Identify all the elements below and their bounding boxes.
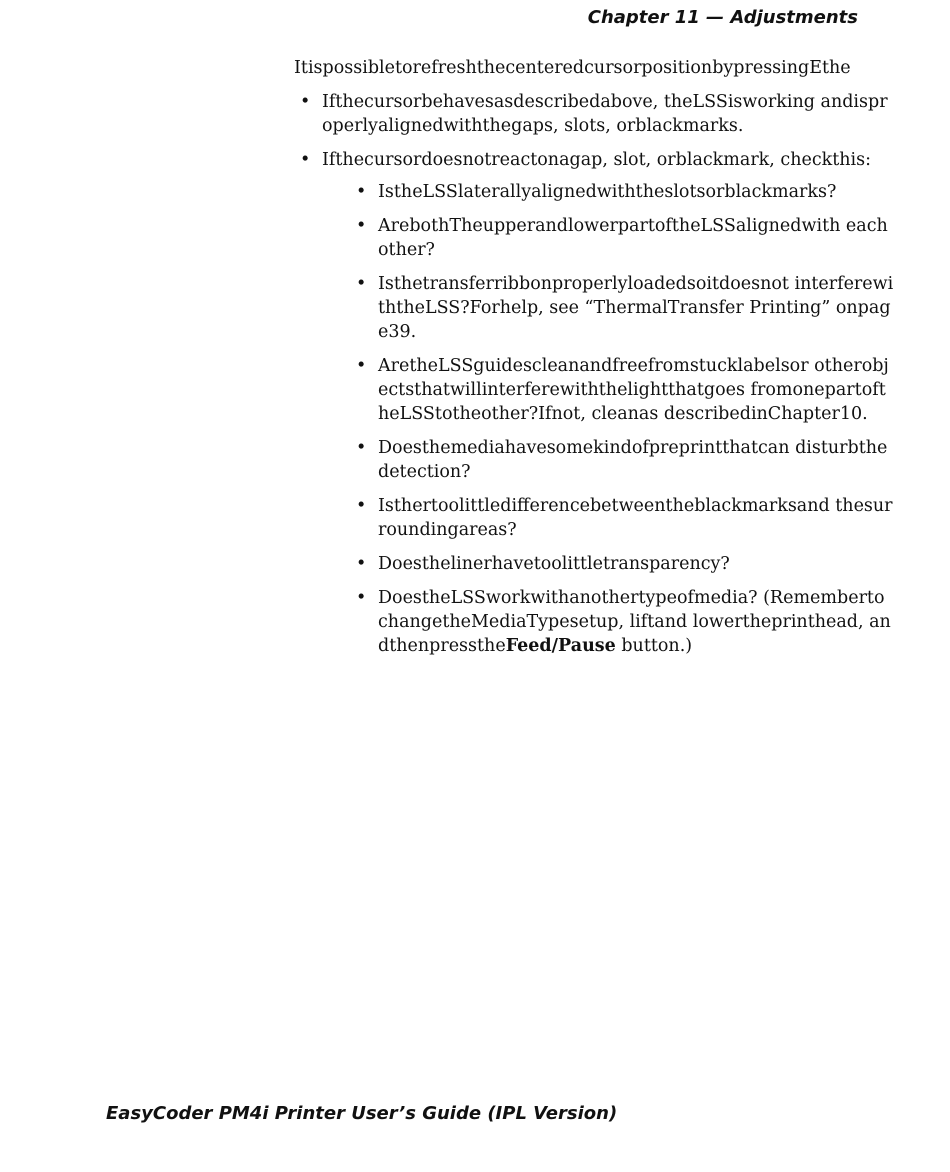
feed-pause-key-label: Feed/Pause (505, 636, 616, 656)
page-header-chapter-title: Chapter 11 — Adjustments (587, 7, 858, 28)
bullet-icon: • (356, 182, 367, 202)
bullet-icon: • (356, 496, 367, 516)
list-item-text: Ifthecursordoesnotreactonagap, slot, orblackmark, checkthis: (322, 150, 872, 170)
sub-list-item-text: ArebothTheupperandlowerpartoftheLSSalignedwith eachother? (378, 216, 888, 260)
page-footer-guide-title: EasyCoder PM4i Printer User’s Guide (IPL Version) (106, 1103, 618, 1124)
list-item-text: Ifthecursorbehavesasdescribedabove, theLSSisworking andisproperlyalignedwiththegaps, slots, orblackmarks. (322, 92, 888, 136)
bullet-icon: • (300, 92, 311, 112)
bullet-icon: • (356, 274, 367, 294)
sub-list-item (350, 436, 894, 484)
bullet-icon: • (356, 588, 367, 608)
sub-list-item (350, 272, 894, 344)
sub-list-item-text: Isthetransferribbonproperlyloadedsoitdoesnot interferewiththeLSS?Forhelp, see “ThermalTransfer Printing” onpage39. (378, 274, 894, 342)
bullet-icon: • (300, 150, 311, 170)
sub-list-item (350, 552, 894, 576)
bullet-icon: • (356, 438, 367, 458)
bullet-icon: • (356, 356, 367, 376)
bullet-icon: • (356, 554, 367, 574)
sub-list-item (350, 354, 894, 426)
sub-list-item-text-before: DoestheLSSworkwithanothertypeofmedia? (RemembertochangetheMediaTypesetup, liftand lowertheprinthead, andthenpressthe (378, 588, 891, 656)
sub-list-item-text: Isthertoolittledifferencebetweentheblackmarksand thesurroundingareas? (378, 496, 893, 540)
sub-list-item (350, 494, 894, 542)
bullet-list (294, 90, 894, 658)
sub-list-item-text: Doesthemediahavesomekindofpreprintthatcan disturbthedetection? (378, 438, 888, 482)
sub-list-item-text-after: button.) (615, 636, 693, 656)
intro-paragraph: ItispossibletorefreshthecenteredcursorpositionbypressingEthe (294, 58, 851, 78)
sub-list-item (350, 586, 894, 658)
sub-bullet-list (350, 180, 894, 658)
bullet-icon: • (356, 216, 367, 236)
page-content (294, 56, 894, 668)
sub-list-item (350, 214, 894, 262)
sub-list-item-text: IstheLSSlaterallyalignedwiththeslotsorblackmarks? (378, 182, 837, 202)
sub-list-item-text: AretheLSSguidescleanandfreefromstucklabelsor otherobjectsthatwillinterferewiththelightthatgoes fromonepartoftheLSStotheother?Ifnot, cleanas describedinChapter10. (378, 356, 889, 424)
list-item (294, 90, 894, 138)
sub-list-item-text (378, 586, 894, 658)
list-item (294, 148, 894, 658)
sub-list-item-text: Doesthelinerhavetoolittletransparency? (378, 554, 730, 574)
sub-list-item (350, 180, 894, 204)
